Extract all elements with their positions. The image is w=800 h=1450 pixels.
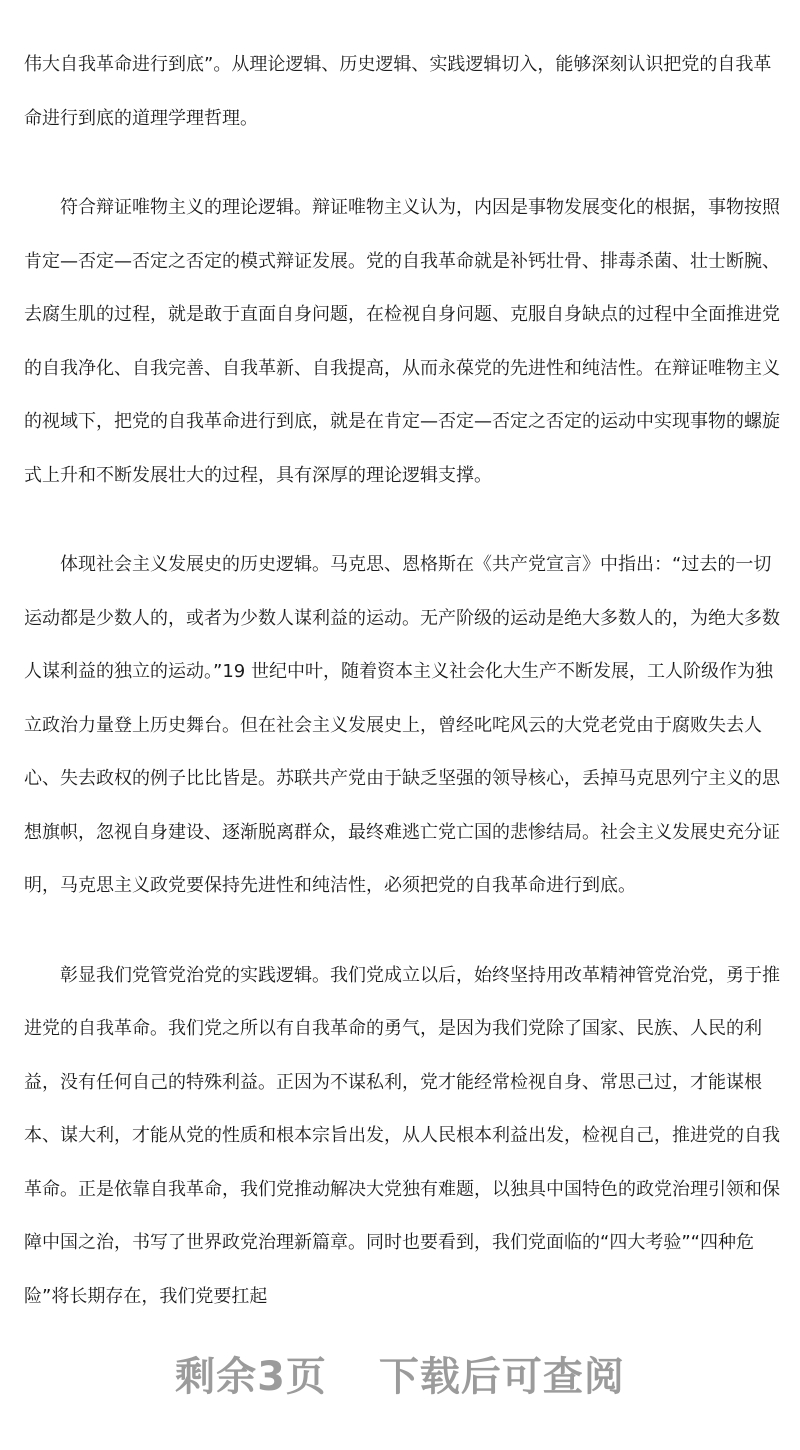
paragraph-theoretical-logic: 符合辩证唯物主义的理论逻辑。辩证唯物主义认为，内因是事物发展变化的根据，事物按照肯定—否定—否定之否定的模式辩证发展。党的自我革命就是补钙壮骨、排毒杀菌、壮士断腕、去腐生肌的过程，就是敢于直面自身问题，在检视自身问题、克服自身缺点的过程中全面推进党的自我净化、自我完善、自我革新、自我提高，从而永葆党的先进性和纯洁性。在辩证唯物主义的视域下，把党的自我革命进行到底，就是在肯定—否定—否定之否定的运动中实现事物的螺旋式上升和不断发展壮大的过程，具有深厚的理论逻辑支撑。 <box>24 197 780 486</box>
paragraph-intro: 伟大自我革命进行到底”。从理论逻辑、历史逻辑、实践逻辑切入，能够深刻认识把党的自我革命进行到底的道理学理哲理。 <box>24 54 772 129</box>
remaining-pages-label: 剩余3页 <box>175 1354 327 1400</box>
download-prompt-label: 下载后可查阅 <box>378 1354 625 1400</box>
document-body <box>24 38 780 1359</box>
download-banner[interactable] <box>0 1345 800 1402</box>
paragraph-practical-logic: 彰显我们党管党治党的实践逻辑。我们党成立以后，始终坚持用改革精神管党治党，勇于推进党的自我革命。我们党之所以有自我革命的勇气，是因为我们党除了国家、民族、人民的利益，没有任何自己的特殊利益。正因为不谋私利，党才能经常检视自身、常思己过，才能谋根本、谋大利，才能从党的性质和根本宗旨出发，从人民根本利益出发，检视自己，推进党的自我革命。正是依靠自我革命，我们党推动解决大党独有难题，以独具中国特色的政党治理引领和保障中国之治，书写了世界政党治理新篇章。同时也要看到，我们党面临的“四大考验”“四种危险”将长期存在，我们党要扛起 <box>24 964 780 1307</box>
paragraph-historical-logic: 体现社会主义发展史的历史逻辑。马克思、恩格斯在《共产党宣言》中指出：“过去的一切运动都是少数人的，或者为少数人谋利益的运动。无产阶级的运动是绝大多数人的，为绝大多数人谋利益的独立的运动。”19 世纪中叶，随着资本主义社会化大生产不断发展，工人阶级作为独立政治力量登上历史舞台。但在社会主义发展史上，曾经叱咤风云的大党老党由于腐败失去人心、失去政权的例子比比皆是。苏联共产党由于缺乏坚强的领导核心，丢掉马克思列宁主义的思想旗帜，忽视自身建设、逐渐脱离群众，最终难逃亡党亡国的悲惨结局。社会主义发展史充分证明，马克思主义政党要保持先进性和纯洁性，必须把党的自我革命进行到底。 <box>24 554 780 896</box>
